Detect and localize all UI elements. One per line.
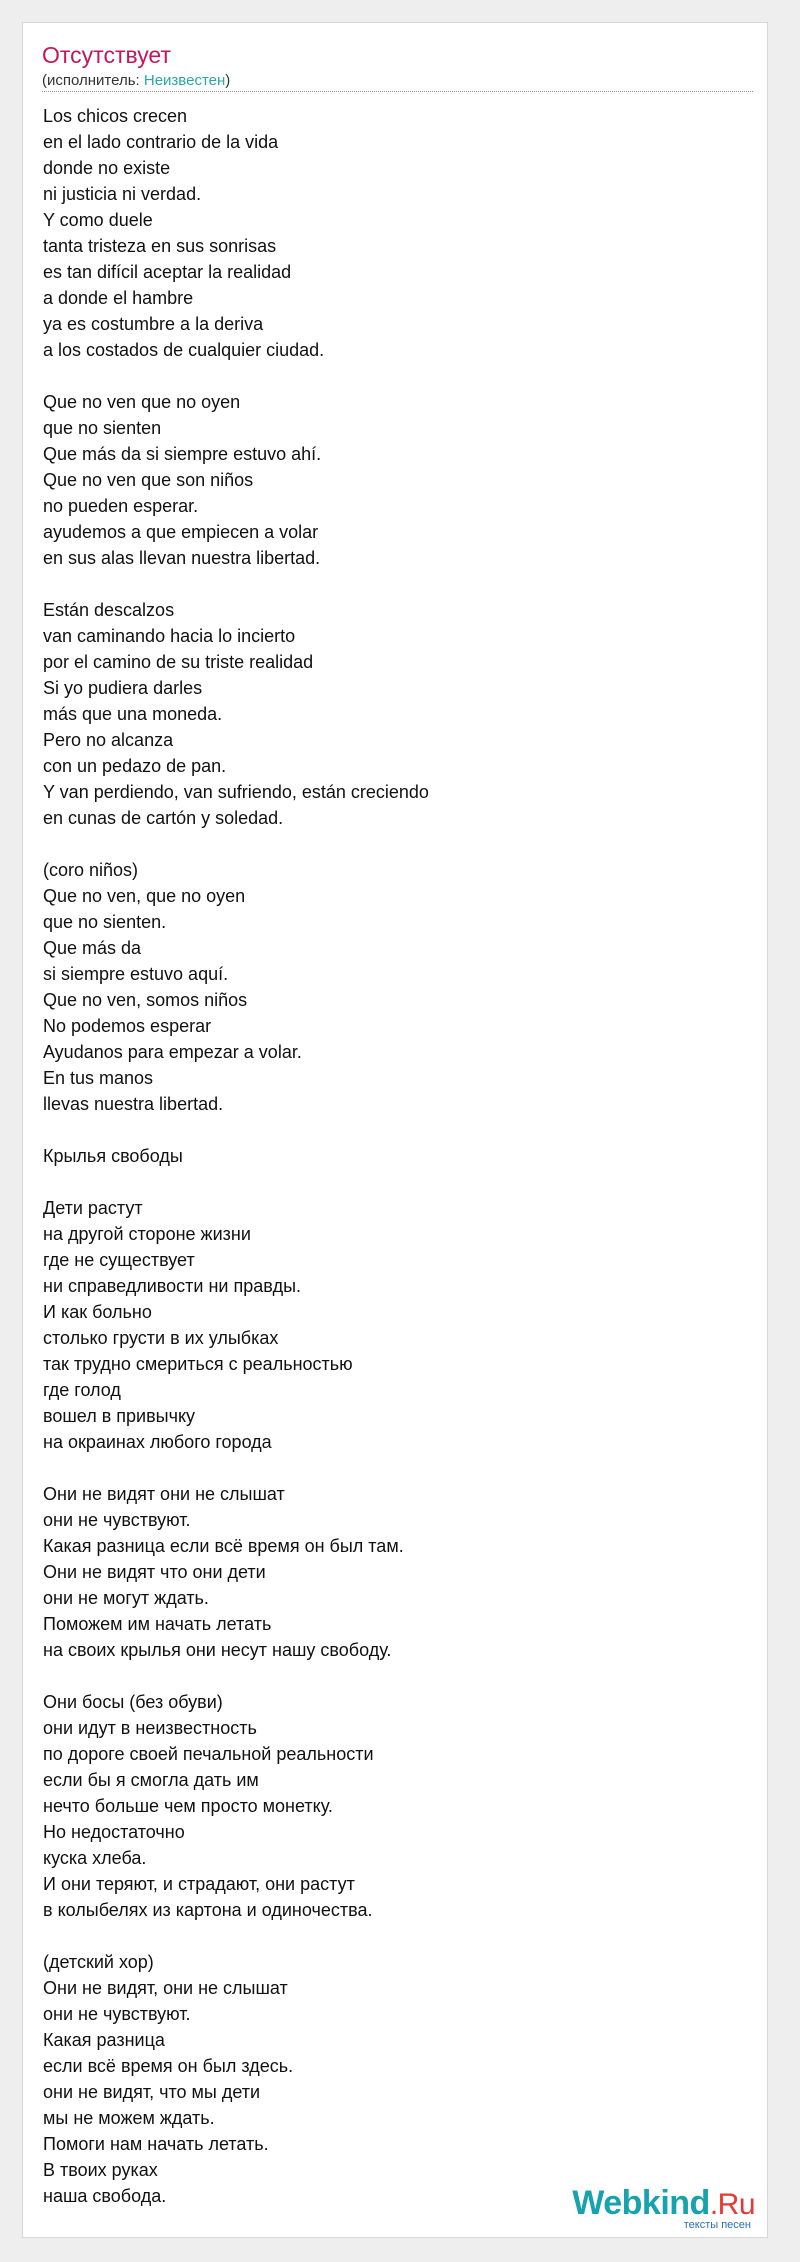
lyric-line: Los chicos crecen bbox=[43, 106, 188, 126]
lyric-line: если бы я смогла дать им bbox=[43, 1770, 259, 1790]
lyric-line: ни справедливости ни правды. bbox=[43, 1276, 302, 1296]
lyric-line: Que no ven, somos niños bbox=[43, 990, 248, 1010]
lyric-line bbox=[43, 363, 429, 389]
title-divider bbox=[42, 91, 753, 92]
lyric-line: Поможем им начать летать bbox=[43, 1614, 272, 1634]
byline-prefix: (исполнитель: bbox=[42, 72, 144, 89]
lyric-line: они не видят, что мы дети bbox=[43, 2082, 261, 2102]
lyric-line: ayudemos a que empiecen a volar bbox=[43, 522, 319, 542]
lyric-line: Помоги нам начать летать. bbox=[43, 2134, 269, 2154]
lyric-line: вошел в привычку bbox=[43, 1406, 196, 1426]
lyric-line: no pueden esperar. bbox=[43, 496, 199, 516]
lyric-line: ya es costumbre a la deriva bbox=[43, 314, 264, 334]
lyric-line: Они не видят, они не слышат bbox=[43, 1978, 288, 1998]
lyric-line: Они не видят они не слышат bbox=[43, 1484, 285, 1504]
lyric-line: si siempre estuvo aquí. bbox=[43, 964, 229, 984]
lyric-line: И они теряют, и страдают, они растут bbox=[43, 1874, 355, 1894]
logo-tagline: тексты песен bbox=[683, 2219, 751, 2231]
lyric-line: они идут в неизвестность bbox=[43, 1718, 257, 1738]
lyric-line: на окраинах любого города bbox=[43, 1432, 272, 1452]
lyric-line: más que una moneda. bbox=[43, 704, 223, 724]
lyric-line: они не могут ждать. bbox=[43, 1588, 209, 1608]
lyric-line: они не чувствуют. bbox=[43, 1510, 191, 1530]
lyric-line: на своих крылья они несут нашу свободу. bbox=[43, 1640, 392, 1660]
lyric-line: где не существует bbox=[43, 1250, 195, 1270]
lyric-line: en cunas de cartón y soledad. bbox=[43, 808, 284, 828]
lyric-line bbox=[43, 1663, 429, 1689]
logo-wordmark bbox=[572, 2185, 755, 2223]
lyric-line: Крылья свободы bbox=[43, 1146, 183, 1166]
lyric-line: в колыбелях из картона и одиночества. bbox=[43, 1900, 373, 1920]
lyric-line: столько грусти в их улыбках bbox=[43, 1328, 279, 1348]
lyric-line: куска хлеба. bbox=[43, 1848, 147, 1868]
byline-suffix: ) bbox=[225, 72, 231, 89]
lyric-line: по дороге своей печальной реальности bbox=[43, 1744, 374, 1764]
lyric-line: Дети растут bbox=[43, 1198, 143, 1218]
lyric-line: a los costados de cualquier ciudad. bbox=[43, 340, 325, 360]
lyric-line: Но недостаточно bbox=[43, 1822, 185, 1842]
logo-name: Webkind bbox=[572, 2184, 710, 2222]
lyric-line: En tus manos bbox=[43, 1068, 154, 1088]
lyric-line: donde no existe bbox=[43, 158, 171, 178]
lyric-line: они не чувствуют. bbox=[43, 2004, 191, 2024]
lyric-line bbox=[43, 1117, 429, 1143]
lyric-line: que no sienten. bbox=[43, 912, 167, 932]
lyric-line: (coro niños) bbox=[43, 860, 139, 880]
lyric-line: Ayudanos para empezar a volar. bbox=[43, 1042, 302, 1062]
lyric-line: con un pedazo de pan. bbox=[43, 756, 227, 776]
lyric-line: Pero no alcanza bbox=[43, 730, 174, 750]
lyric-line: Они не видят что они дети bbox=[43, 1562, 266, 1582]
lyric-line: В твоих руках bbox=[43, 2160, 158, 2180]
lyric-line bbox=[43, 1923, 429, 1949]
lyric-line: если всё время он был здесь. bbox=[43, 2056, 294, 2076]
lyric-line: Y van perdiendo, van sufriendo, están creciendo bbox=[43, 782, 429, 802]
lyric-line: (детский хор) bbox=[43, 1952, 154, 1972]
lyric-line: Que más da bbox=[43, 938, 142, 958]
lyric-line: наша свобода. bbox=[43, 2186, 167, 2206]
lyric-line: Какая разница если всё время он был там. bbox=[43, 1536, 404, 1556]
lyric-line: No podemos esperar bbox=[43, 1016, 212, 1036]
webkind-logo[interactable] bbox=[572, 2185, 755, 2231]
lyric-line: Si yo pudiera darles bbox=[43, 678, 203, 698]
lyric-line: en el lado contrario de la vida bbox=[43, 132, 279, 152]
lyrics-card bbox=[22, 22, 768, 2238]
lyric-line: Que no ven que no oyen bbox=[43, 392, 241, 412]
lyric-line: нечто больше чем просто монетку. bbox=[43, 1796, 333, 1816]
lyric-line: es tan difícil aceptar la realidad bbox=[43, 262, 292, 282]
lyric-line: где голод bbox=[43, 1380, 121, 1400]
lyric-line: мы не можем ждать. bbox=[43, 2108, 215, 2128]
lyric-line bbox=[43, 571, 429, 597]
lyric-line: Están descalzos bbox=[43, 600, 175, 620]
lyric-line: Que no ven que son niños bbox=[43, 470, 254, 490]
lyric-line bbox=[43, 1169, 429, 1195]
lyric-line: Y como duele bbox=[43, 210, 153, 230]
lyric-line: van caminando hacia lo incierto bbox=[43, 626, 296, 646]
lyric-line: que no sienten bbox=[43, 418, 162, 438]
lyric-line: на другой стороне жизни bbox=[43, 1224, 251, 1244]
artist-byline bbox=[42, 72, 230, 90]
artist-link[interactable]: Неизвестен bbox=[143, 72, 226, 89]
song-title: Отсутствует bbox=[42, 42, 171, 68]
lyric-line: a donde el hambre bbox=[43, 288, 194, 308]
lyric-line bbox=[43, 831, 429, 857]
lyric-line bbox=[43, 1455, 429, 1481]
lyric-line: por el camino de su triste realidad bbox=[43, 652, 314, 672]
lyric-line: tanta tristeza en sus sonrisas bbox=[43, 236, 277, 256]
lyric-line: Que más da si siempre estuvo ahí. bbox=[43, 444, 322, 464]
lyric-line: Какая разница bbox=[43, 2030, 165, 2050]
lyric-line: ni justicia ni verdad. bbox=[43, 184, 202, 204]
lyrics-text bbox=[43, 103, 429, 2209]
lyric-line: Que no ven, que no oyen bbox=[43, 886, 246, 906]
logo-tld: .Ru bbox=[709, 2188, 755, 2221]
lyric-line: Они босы (без обуви) bbox=[43, 1692, 223, 1712]
lyric-line: en sus alas llevan nuestra libertad. bbox=[43, 548, 321, 568]
lyric-line: И как больно bbox=[43, 1302, 152, 1322]
lyric-line: так трудно смериться с реальностью bbox=[43, 1354, 353, 1374]
lyric-line: llevas nuestra libertad. bbox=[43, 1094, 224, 1114]
